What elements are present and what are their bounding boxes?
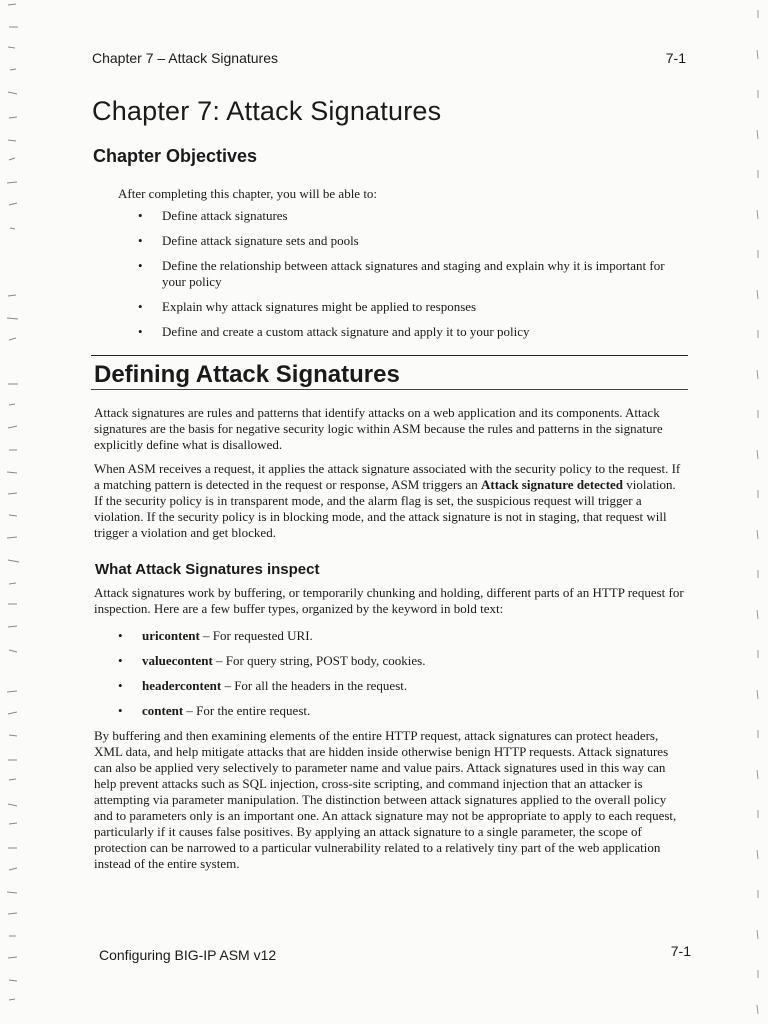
paragraph-request-handling bbox=[94, 461, 686, 541]
objective-text: Define and create a custom attack signature and apply it to your policy bbox=[162, 324, 530, 339]
objectives-intro: After completing this chapter, you will be able to: bbox=[118, 186, 378, 201]
bullet-marker: • bbox=[138, 208, 143, 223]
objective-item bbox=[136, 324, 676, 340]
right-margin-scan-marks bbox=[744, 0, 768, 1024]
left-margin-scan-marks bbox=[0, 0, 40, 1024]
objectives-heading: Chapter Objectives bbox=[93, 146, 258, 166]
objectives-list bbox=[136, 208, 676, 349]
footer-page-number: 7-1 bbox=[670, 943, 691, 959]
buffer-item bbox=[116, 628, 676, 644]
buffer-keyword: uricontent bbox=[142, 628, 200, 643]
objective-text: Explain why attack signatures might be applied to responses bbox=[162, 299, 477, 314]
bullet-marker: • bbox=[118, 678, 123, 693]
buffer-keyword: valuecontent bbox=[142, 653, 213, 668]
bullet-marker: • bbox=[138, 258, 143, 273]
section-rule-top bbox=[91, 355, 688, 356]
bullet-marker: • bbox=[118, 653, 123, 668]
header-page-number: 7-1 bbox=[665, 50, 686, 66]
objective-item bbox=[136, 233, 676, 249]
buffer-keyword: content bbox=[142, 703, 184, 718]
paragraph-closing: By buffering and then examining elements of the entire HTTP request, attack signatures can protect headers, XML data, and help mitigate attacks that are hidden inside otherwise benign HTTP requests. Attack signatures can also be applied very selectively to parameter name and value pairs. Attack signatures used in this way can help prevent attacks such as SQL injection, cross-site scripting, and command injection that an attacker is attempting via parameter manipulation. The distinction between attack signatures applied to the overall policy and to parameters only is an important one. An attack signature may not be appropriate to apply to each request, particularly if it causes false positives. By applying an attack signature to a single parameter, the scope of protection can be narrowed to a particular vulnerability related to a relatively tiny part of the web application instead of the entire system. bbox=[94, 728, 677, 871]
buffer-item bbox=[116, 703, 676, 719]
running-header bbox=[92, 50, 686, 70]
header-chapter-label: Chapter 7 – Attack Signatures bbox=[92, 50, 278, 66]
paragraph-text: When ASM receives a request, it applies the attack signature associated with the security policy to the request. If a matching pattern is detected in the request or response, ASM triggers an bbox=[94, 461, 681, 492]
buffer-description: – For requested URI. bbox=[199, 628, 313, 643]
buffer-description: – For query string, POST body, cookies. bbox=[212, 653, 426, 668]
violation-name: Attack signature detected bbox=[481, 477, 624, 492]
objective-item bbox=[136, 299, 676, 315]
bullet-marker: • bbox=[138, 324, 143, 339]
buffer-description: – For all the headers in the request. bbox=[221, 678, 408, 693]
paragraph-text: violation. If the security policy is in transparent mode, and the alarm flag is set, the suspicious request will trigger a violation. If the security policy is in blocking mode, and the attack signature is not in staging, that request will trigger a violation and get blocked. bbox=[94, 477, 676, 540]
objective-text: Define attack signatures bbox=[162, 208, 288, 223]
chapter-title: Chapter 7: Attack Signatures bbox=[92, 96, 442, 126]
running-footer bbox=[99, 943, 691, 967]
section-title: Defining Attack Signatures bbox=[94, 361, 400, 388]
subsection-heading: What Attack Signatures inspect bbox=[95, 561, 320, 578]
paragraph-definition: Attack signatures are rules and patterns that identify attacks on a web application and its components. Attack signatures are the basis for negative security logic within ASM because the rules and patterns in the signature explicitly define what is disallowed. bbox=[94, 405, 663, 452]
bullet-marker: • bbox=[118, 703, 123, 718]
objective-text: Define attack signature sets and pools bbox=[162, 233, 359, 248]
objective-text: Define the relationship between attack signatures and staging and explain why it is important for your policy bbox=[162, 258, 665, 289]
buffer-description: – For the entire request. bbox=[183, 703, 311, 718]
objective-item bbox=[136, 258, 676, 290]
section-rule-bottom bbox=[91, 389, 688, 390]
bullet-marker: • bbox=[138, 233, 143, 248]
bullet-marker: • bbox=[118, 628, 123, 643]
buffer-keyword: headercontent bbox=[142, 678, 222, 693]
footer-book-title: Configuring BIG-IP ASM v12 bbox=[99, 947, 277, 963]
buffer-item bbox=[116, 653, 676, 669]
paragraph-buffering: Attack signatures work by buffering, or temporarily chunking and holding, different parts of an HTTP request for inspection. Here are a few buffer types, organized by the keyword in bold text: bbox=[94, 585, 684, 616]
bullet-marker: • bbox=[138, 299, 143, 314]
buffer-item bbox=[116, 678, 676, 694]
buffer-type-list bbox=[116, 628, 676, 728]
objective-item bbox=[136, 208, 676, 224]
